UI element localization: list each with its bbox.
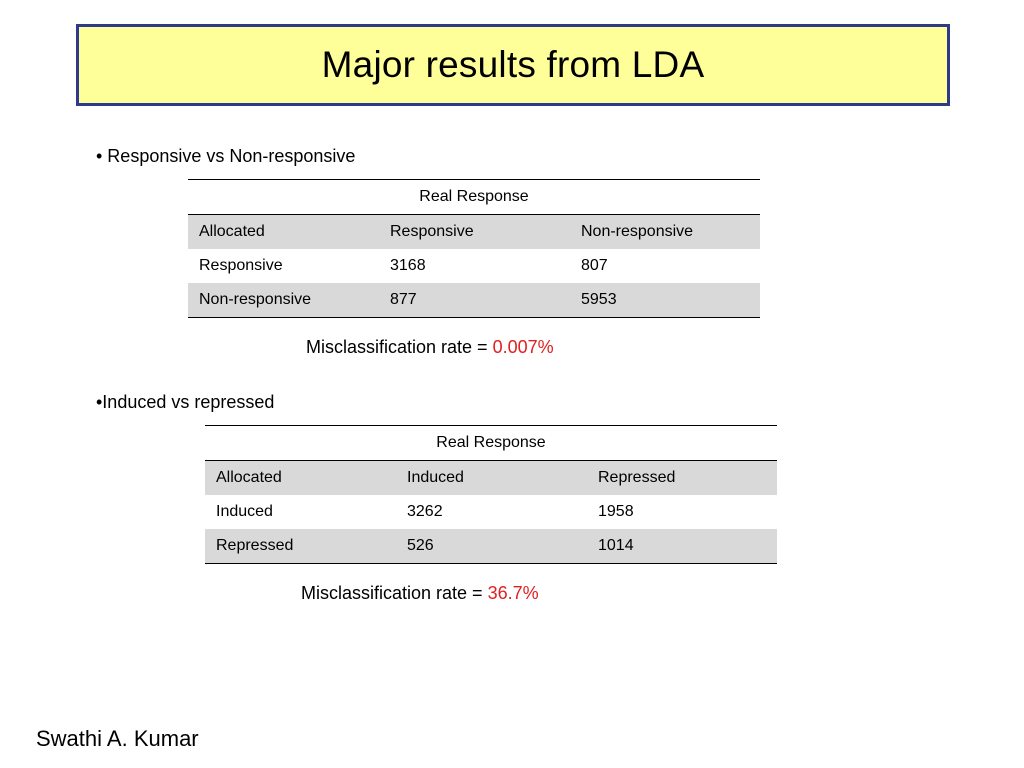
table-header-real-response: Real Response xyxy=(205,426,777,461)
induced-results-table xyxy=(205,425,777,564)
table-cell: 526 xyxy=(396,529,587,564)
slide-title: Major results from LDA xyxy=(321,44,705,85)
misclassification-rate: 36.7% xyxy=(487,583,539,603)
table-cell: 1958 xyxy=(598,503,634,520)
column-header: Repressed xyxy=(587,461,777,496)
table-header-real-response: Real Response xyxy=(188,180,760,215)
table-cell: 807 xyxy=(581,257,608,274)
bullet-induced-vs-repressed: •Induced vs repressed xyxy=(96,392,275,412)
column-header: Non-responsive xyxy=(570,215,760,250)
table-row xyxy=(205,529,777,564)
table-cell: 877 xyxy=(379,283,570,318)
table-row xyxy=(188,249,760,283)
table-cell: Repressed xyxy=(205,529,396,564)
title-box xyxy=(76,24,950,106)
misclassification-label: Misclassification rate = xyxy=(306,337,493,357)
column-header: Responsive xyxy=(379,215,570,250)
table-cell: Non-responsive xyxy=(188,283,379,318)
table-row xyxy=(205,495,777,529)
table-column-header-row xyxy=(188,215,760,250)
author-name: Swathi A. Kumar xyxy=(36,726,199,751)
table-column-header-row xyxy=(205,461,777,496)
misclassification-label: Misclassification rate = xyxy=(301,583,488,603)
column-header: Induced xyxy=(396,461,587,496)
table-cell: Responsive xyxy=(199,257,283,274)
column-header: Allocated xyxy=(188,215,379,250)
table-cell: 3262 xyxy=(407,503,443,520)
misclassification-line-1 xyxy=(306,337,554,358)
responsive-results-table xyxy=(188,179,760,318)
table-cell: 5953 xyxy=(570,283,760,318)
bullet-responsive-vs-nonresponsive: • Responsive vs Non-responsive xyxy=(96,146,356,166)
misclassification-rate: 0.007% xyxy=(492,337,554,357)
misclassification-line-2 xyxy=(301,583,539,604)
table-cell: 1014 xyxy=(587,529,777,564)
table-cell: Induced xyxy=(216,503,273,520)
table-row xyxy=(188,283,760,318)
table-cell: 3168 xyxy=(390,257,426,274)
column-header: Allocated xyxy=(205,461,396,496)
